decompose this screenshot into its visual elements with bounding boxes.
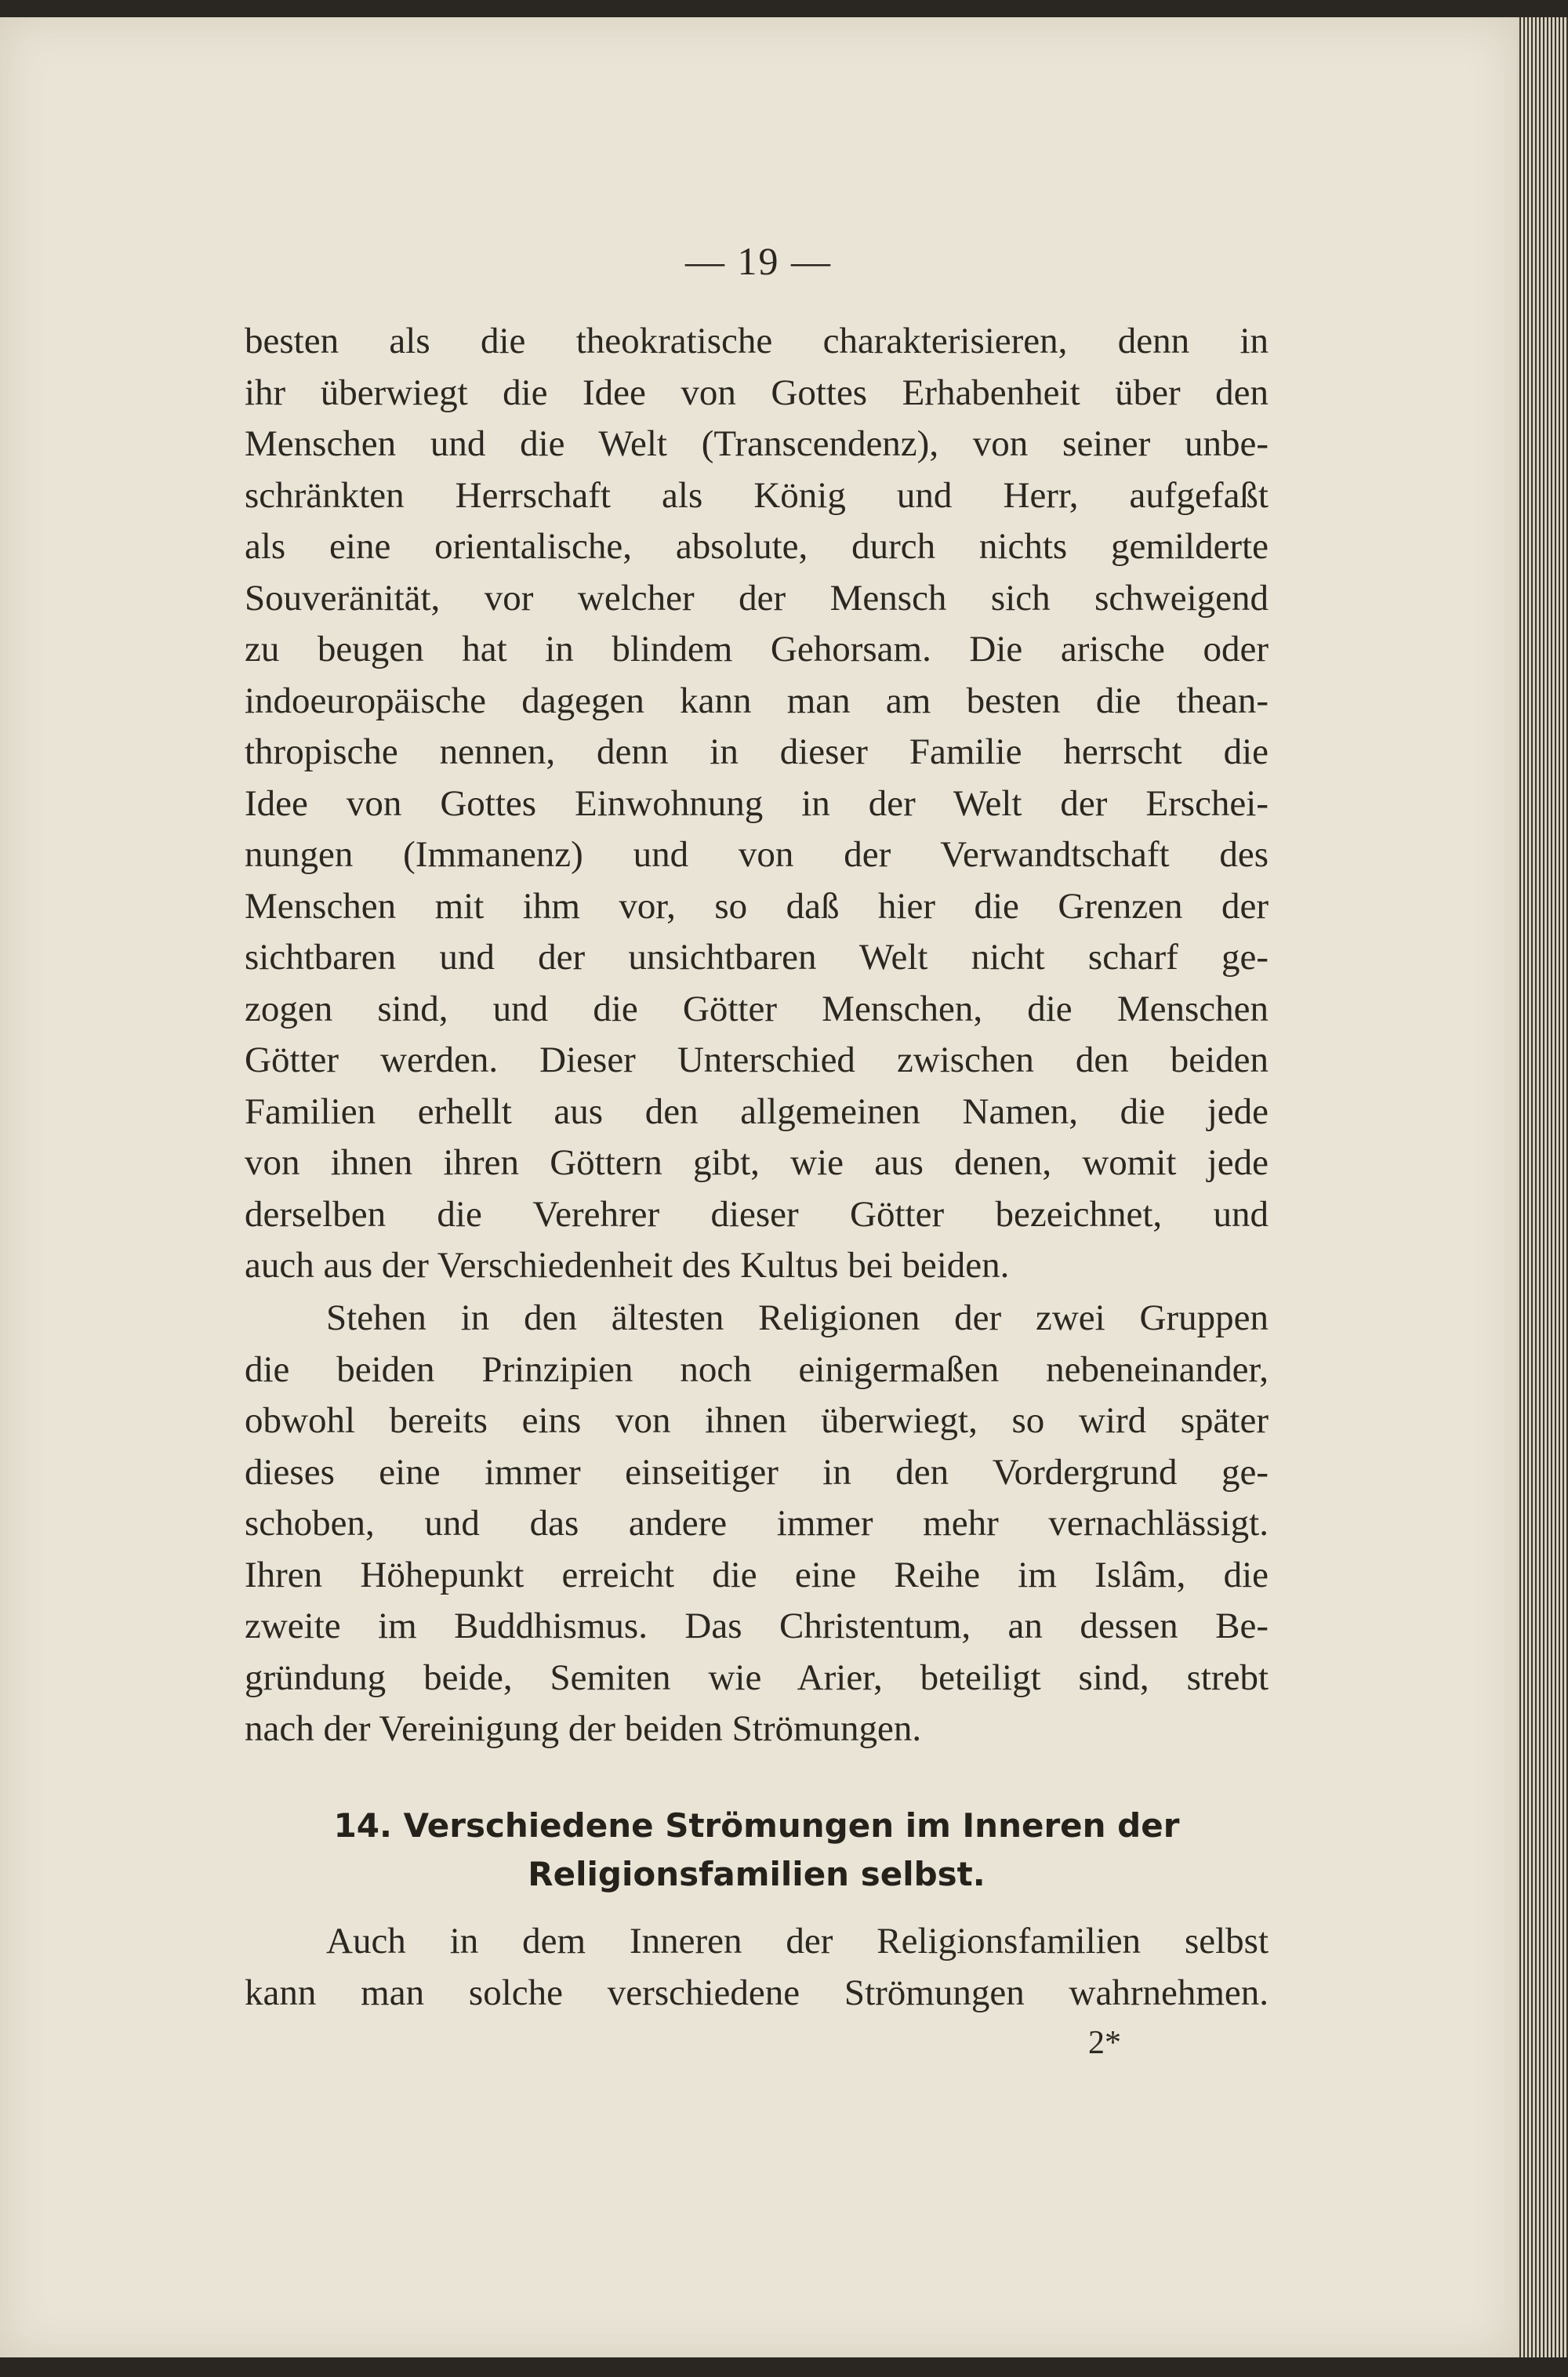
page-number: — 19 — (685, 239, 832, 283)
text-line: gründung beide, Semiten wie Arier, beteiligt sind, strebt (245, 1657, 1269, 1698)
text-line: zu beugen hat in blindem Gehorsam. Die arische oder (245, 629, 1269, 670)
section-heading-line: Religionsfamilien selbst. (528, 1855, 985, 1893)
text-line: von ihnen ihren Göttern gibt, wie aus denen, womit jede (245, 1142, 1269, 1183)
text-line: dieses eine immer einseitiger in den Vordergrund ge- (245, 1451, 1269, 1493)
text-line: Götter werden. Dieser Unterschied zwischen den beiden (245, 1040, 1269, 1080)
text-line: schränkten Herrschaft als König und Herr, aufgefaßt (245, 474, 1269, 516)
section-heading-line: 14. Verschiedene Strömungen im Inneren der (333, 1806, 1180, 1845)
text-line: Auch in dem Inneren der Religionsfamilien selbst (326, 1921, 1269, 1961)
book-page (0, 17, 1517, 2357)
text-line: kann man solche verschiedene Strömungen wahrnehmen. (245, 1972, 1269, 2013)
text-line: Menschen und die Welt (Transcendenz), von seiner unbe- (245, 423, 1269, 464)
text-line: die beiden Prinzipien noch einigermaßen nebeneinander, (245, 1348, 1269, 1390)
text-line: indoeuropäische dagegen kann man am besten die thean- (245, 680, 1269, 721)
text-line: Souveränität, vor welcher der Mensch sich schweigend (245, 577, 1269, 619)
paragraph-1 (245, 316, 1269, 1292)
text-line: auch aus der Verschiedenheit des Kultus bei beiden. (245, 1245, 1010, 1286)
text-line: obwohl bereits eins von ihnen überwiegt, so wird später (245, 1400, 1269, 1441)
section-heading (245, 1802, 1269, 1899)
text-line: Familien erhellt aus den allgemeinen Namen, die jede (245, 1091, 1269, 1132)
text-line: ihr überwiegt die Idee von Gottes Erhabenheit über den (245, 372, 1269, 413)
paragraph-2 (245, 1293, 1269, 1755)
text-line: Stehen in den ältesten Religionen der zwei Gruppen (326, 1297, 1269, 1338)
text-line: besten als die theokratische charakterisieren, denn in (245, 321, 1269, 361)
text-line: schoben, und das andere immer mehr vernachlässigt. (245, 1503, 1269, 1544)
text-line: Idee von Gottes Einwohnung in der Welt der Erschei- (245, 782, 1269, 824)
signature-mark: 2* (1088, 2025, 1121, 2061)
text-line: thropische nennen, denn in dieser Familie herrscht die (245, 731, 1269, 772)
text-line: zweite im Buddhismus. Das Christentum, an dessen Be- (245, 1606, 1269, 1646)
text-line: zogen sind, und die Götter Menschen, die Menschen (245, 988, 1269, 1029)
paragraph-3 (245, 1916, 1269, 2019)
page-edges (1517, 17, 1568, 2357)
text-line: derselben die Verehrer dieser Götter bezeichnet, und (245, 1193, 1269, 1235)
text-line: Ihren Höhepunkt erreicht die eine Reihe im Islâm, die (245, 1554, 1269, 1595)
text-line: Menschen mit ihm vor, so daß hier die Grenzen der (245, 885, 1269, 927)
text-line: nungen (Immanenz) und von der Verwandtschaft des (245, 834, 1269, 875)
text-line: als eine orientalische, absolute, durch nichts gemilderte (245, 526, 1269, 567)
text-line: sichtbaren und der unsichtbaren Welt nicht scharf ge- (245, 937, 1269, 978)
text-line: nach der Vereinigung der beiden Strömungen. (245, 1708, 922, 1749)
